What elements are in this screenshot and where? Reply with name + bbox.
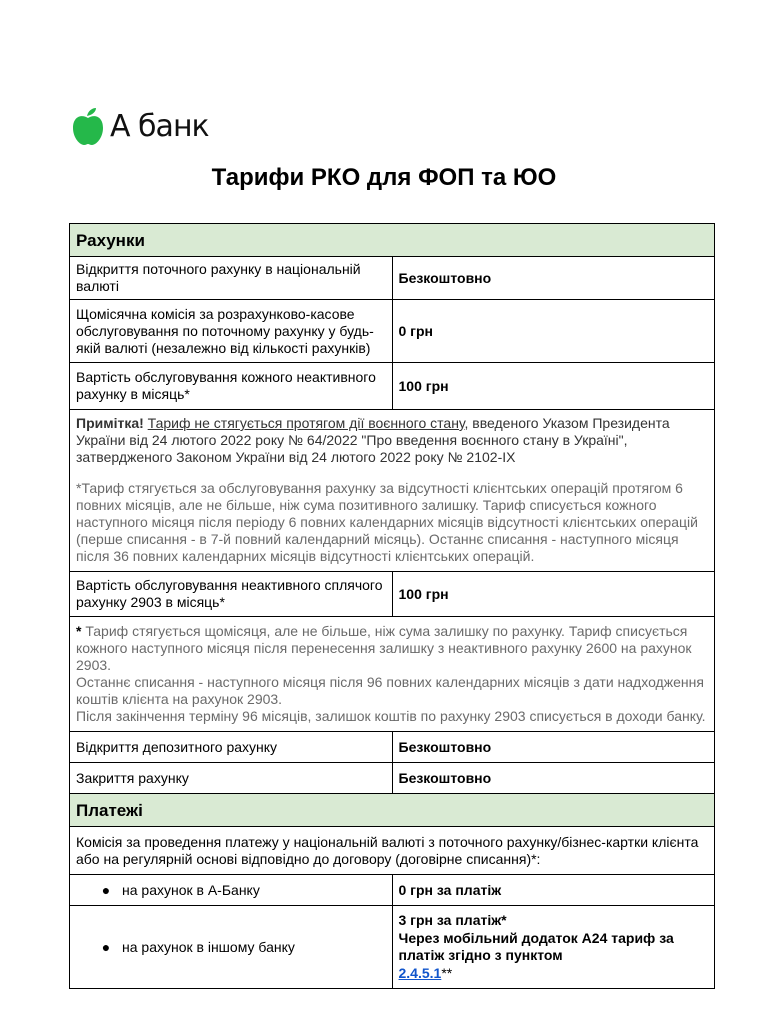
note-row (70, 617, 715, 732)
table-row (70, 906, 715, 989)
table-row (70, 827, 715, 875)
note-main (76, 415, 708, 466)
row-label: Відкриття депозитного рахунку (70, 732, 393, 763)
tariffs-table (69, 223, 715, 989)
logo-text: А банк (110, 108, 209, 144)
row-label: Вартість обслуговування кожного неактивного рахунку в місяць* (70, 363, 393, 410)
note-bold: Примітка! (76, 415, 144, 431)
bullet: ● (101, 881, 111, 898)
note-footnote: *Тариф стягується за обслуговування рахунку за відсутності клієнтських операцій протягом 6 повних місяців, але не більше, ніж сума позитивного залишку. Тариф списується кожного наступного місяця після періоду 6 повних календарних місяців відсутності клієнтських операцій (перше списання - в 7-й повний календарний місяць). Останнє списання - наступного місяця після 36 повних календарних місяців відсутності клієнтських операцій. (76, 480, 698, 564)
logo (72, 104, 209, 148)
clause-link[interactable]: 2.4.5.1 (398, 964, 442, 981)
table-row (70, 763, 715, 794)
double-asterisk: ** (441, 964, 453, 981)
note-star: * (76, 623, 82, 639)
bullet-text: на рахунок в А-Банку (122, 881, 260, 898)
row-label (70, 906, 393, 989)
fee-app-note: Через мобільний додаток А24 тариф за платіж згідно з пунктом (398, 929, 674, 963)
row-value: Безкоштовно (392, 763, 715, 794)
row-label: Відкриття поточного рахунку в національній валюті (70, 257, 393, 300)
note-line: Останнє списання - наступного місяця після 96 повних календарних місяців з дати надходження коштів клієнта на рахунок 2903. (76, 674, 704, 707)
table-row (70, 257, 715, 300)
note-rest: , введеного Указом Президента України від 24 лютого 2022 року № 64/2022 "Про введення воєнного стану в Україні", затвердженого Законом України від 24 лютого 2022 року № 2102-IX (76, 415, 670, 465)
section-header-payments (70, 794, 715, 827)
row-label (70, 875, 393, 906)
table-row (70, 875, 715, 906)
row-value: 0 грн (392, 300, 715, 363)
note-line: Після закінчення терміну 96 місяців, залишок коштів по рахунку 2903 списується в доходи банку. (76, 708, 706, 724)
bullet: ● (101, 938, 111, 955)
row-label: Закриття рахунку (70, 763, 393, 794)
note-line: Тариф стягується щомісяця, але не більше, ніж сума залишку по рахунку. Тариф списується кожного наступного місяця після перенесення залишку з неактивного рахунку 2600 на рахунок 2903. (76, 623, 692, 673)
note-underlined: Тариф не стягується протягом дії воєнного стану (147, 415, 465, 431)
row-value: Безкоштовно (392, 732, 715, 763)
note-row (70, 410, 715, 572)
table-row (70, 363, 715, 410)
row-label: Вартість обслуговування неактивного сплячого рахунку 2903 в місяць* (70, 572, 393, 617)
table-row (70, 300, 715, 363)
row-value: 100 грн (392, 572, 715, 617)
fee-line: 3 грн за платіж* (398, 912, 507, 928)
row-value: 100 грн (392, 363, 715, 410)
section-title: Рахунки (70, 224, 715, 257)
page-title: Тарифи РКО для ФОП та ЮО (211, 164, 557, 191)
apple-icon (72, 106, 104, 146)
dormant-note (70, 617, 715, 732)
bullet-text: на рахунок в іншому банку (122, 938, 295, 955)
section-header-accounts (70, 224, 715, 257)
row-value (392, 906, 715, 989)
section-title: Платежі (70, 794, 715, 827)
table-row (70, 732, 715, 763)
martial-law-note (70, 410, 715, 572)
row-label: Щомісячна комісія за розрахунково-касове обслуговування по поточному рахунку у будь-якій валюті (незалежно від кількості рахунків) (70, 300, 393, 363)
table-row (70, 572, 715, 617)
row-value: 0 грн за платіж (392, 875, 715, 906)
payments-intro: Комісія за проведення платежу у національній валюті з поточного рахунку/бізнес-картки клієнта або на регулярній основі відповідно до договору (договірне списання)*: (70, 827, 715, 875)
row-value: Безкоштовно (392, 257, 715, 300)
